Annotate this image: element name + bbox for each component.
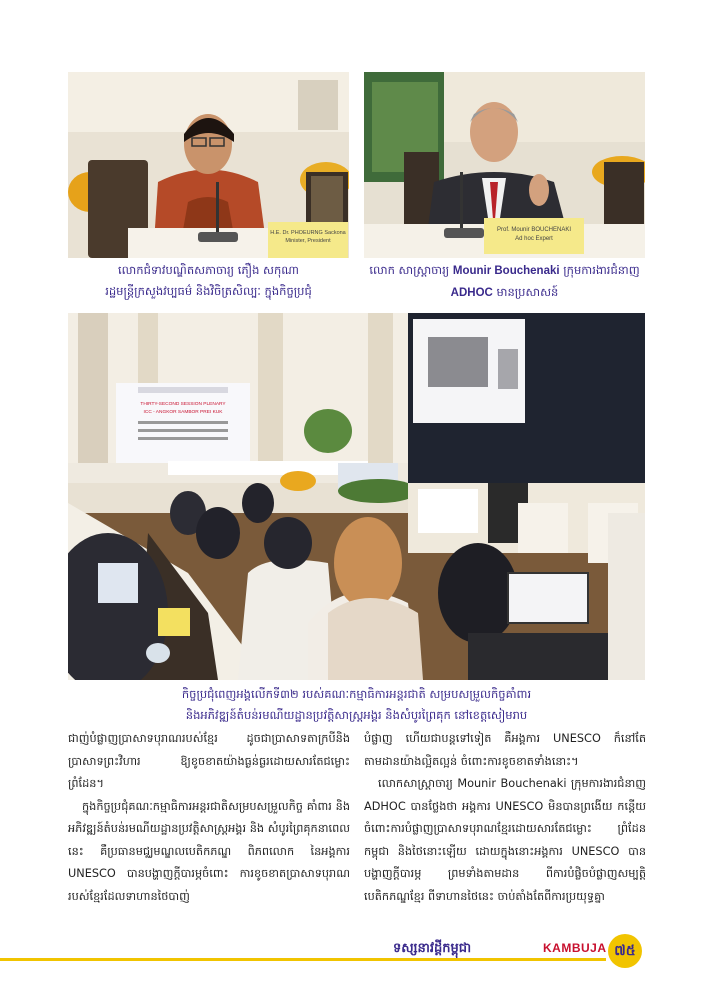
caption-expert-line1 <box>364 260 645 282</box>
article-paragraph: ជាញ់បំផ្លាញប្រាសាទបុរាណរបស់ខ្មែរ ដូចជាប្រាសាទតាក្របីនិង ប្រាសាទព្រះវិហារ ឱ្យខូចខាតយ៉ាងធ្ងន់ធ្ងរដោយសារតែជម្លោះ ព្រំដែន។ <box>68 732 350 790</box>
right-nameplate-line1: Prof. Mounir BOUCHENAKI <box>496 227 572 233</box>
right-nameplate-line2: Ad hoc Expert <box>515 236 553 242</box>
article-column-right <box>364 728 646 908</box>
caption-expert-verb: មានប្រសាសន៍ <box>496 285 559 299</box>
caption-minister-line2: រដ្ឋមន្ត្រីក្រសួងវប្បធម៌ និងវិចិត្រសិល្បៈ ក្នុងកិច្ចប្រជុំ <box>105 284 312 298</box>
caption-expert-title: លោក សាស្ត្រាចារ្យ <box>369 263 450 277</box>
photo-minister <box>68 72 349 258</box>
article-paragraph: លោកសាស្ត្រាចារ្យ Mounir Bouchenaki ក្រុមការងារជំនាញ ADHOC បានថ្លែងថា អង្គការ UNESCO មិនបានព្រងើយ កន្តើយ ចំពោះការបំផ្លាញប្រាសាទបុរាណខ្មែរដោយសារតែជម្លោះ ព្រំដែនកម្ពុជា និងថៃនោះឡើយ ដោយក្នុងនោះអង្គការ UNESCO បានបង្ហាញក្តីបារម្ភ ព្រមទាំងតាមដាន ពីការបំផ្លិចបំផ្លាញសម្បត្តិ បេតិកភណ្ឌខ្មែរ ពីទាហានថៃនេះ ចាប់តាំងតែពីការប្រយុទ្ធគ្នា <box>364 777 646 903</box>
banner-line2: ICC - ANGKOR SAMBOR PREI KUK <box>143 410 223 415</box>
caption-expert-name: Mounir Bouchenaki <box>452 265 560 277</box>
caption-plenary-session <box>68 684 645 726</box>
page-number: ៧៥ <box>608 934 642 968</box>
footer-rule <box>0 958 606 961</box>
caption-expert-line2 <box>364 282 645 304</box>
caption-plenary-line1: កិច្ចប្រជុំពេញអង្គលើកទី៣២ របស់គណៈកម្មាធិការអន្តរជាតិ សម្របសម្រួលកិច្ចគាំពារ <box>181 687 532 701</box>
caption-expert <box>364 260 645 304</box>
left-nameplate-line1: H.E. Dr. PHOEURNG Sackona <box>270 230 346 236</box>
photo-expert <box>364 72 645 258</box>
article-column-left <box>68 728 350 908</box>
article-paragraph: បំផ្លាញ ហើយជាបន្តទៅទៀត គឺអង្គការ UNESCO ក៏នៅតែ តាមដានយ៉ាងល្អិតល្អន់ ចំពោះការខូចខាតទាំងនោះ។ <box>364 732 646 768</box>
left-nameplate-line2: Minister, President <box>285 238 331 244</box>
magazine-brand: KAMBUJA <box>543 941 607 955</box>
article-paragraph: ក្នុងកិច្ចប្រជុំគណៈកម្មាធិការអន្តរជាតិសម្របសម្រួលកិច្ច គាំពារ និងអភិវឌ្ឍន៍តំបន់រមណីយដ្ឋានប្រវត្តិសាស្ត្រអង្គរ និង សំបូរព្រៃគុកនាពេលនេះ គឺប្រធានមជ្ឈមណ្ឌលបេតិកភណ្ឌ ពិភពលោក នៃអង្គការ UNESCO បានបង្ហាញក្តីបារម្ភចំពោះ ការខូចខាតប្រាសាទបុរាណរបស់ខ្មែរដែលទាហានថៃបាញ់ <box>68 799 350 903</box>
magazine-title: ទស្សនាវដ្តីកម្ពុជា <box>393 941 472 956</box>
caption-minister-line1: លោកជំទាវបណ្ឌិតសភាចារ្យ ភឿង សកុណា <box>118 263 299 277</box>
caption-expert-role: ក្រុមការងារជំនាញ <box>563 263 640 277</box>
caption-minister <box>68 260 349 302</box>
photo-plenary-session <box>68 313 645 680</box>
caption-plenary-line2: និងអភិវឌ្ឍន៍តំបន់រមណីយដ្ឋានប្រវត្តិសាស្ត្រអង្គរ និងសំបូរព្រៃគុក នៅខេត្តសៀមរាប <box>185 708 528 722</box>
caption-expert-org: ADHOC <box>450 287 493 299</box>
banner-line1: THIRTY-SECOND SESSION PLENARY <box>140 402 226 407</box>
